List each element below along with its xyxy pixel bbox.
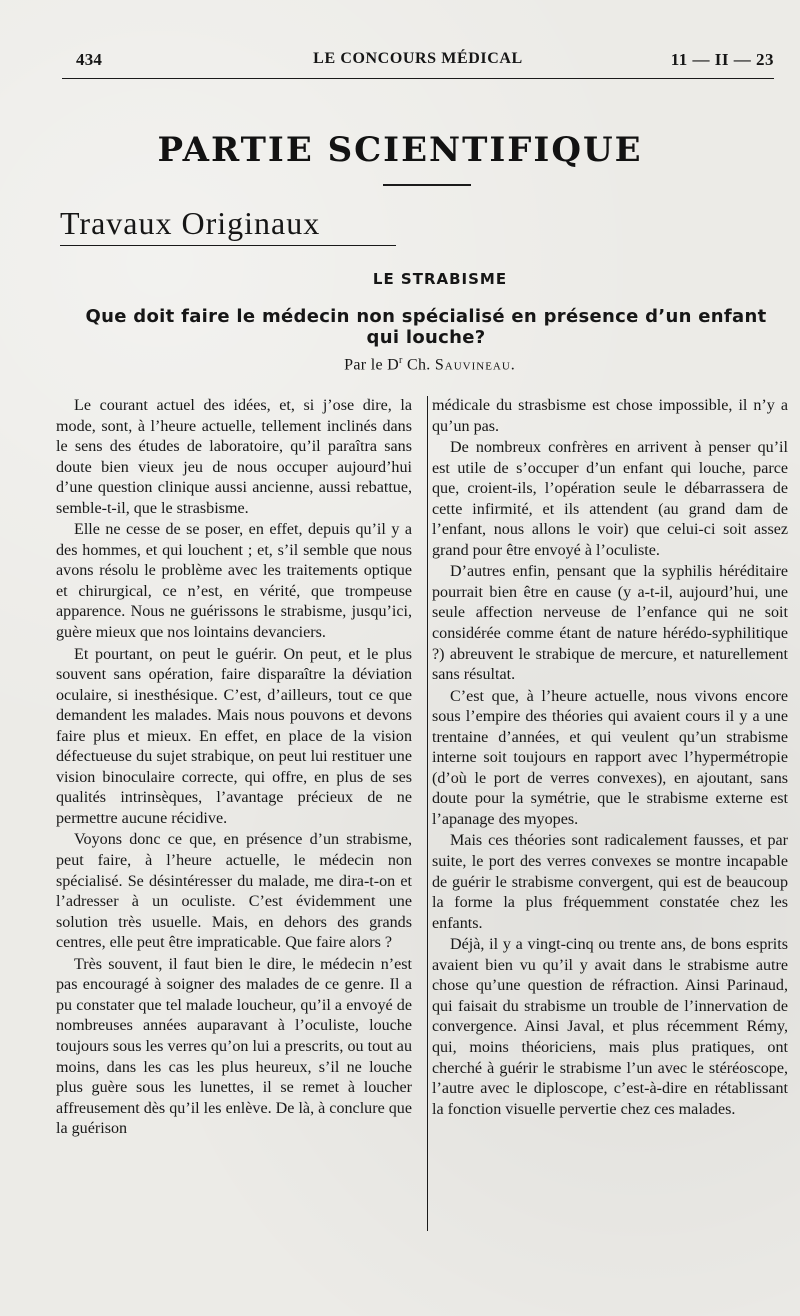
paragraph-left-4: Voyons donc ce que, en présence d’un strabisme, peut faire, à l’heure actuelle, le médecin non spécialisé. Se désintéresser du malade, me dira-t-on et l’adresser à un oculiste. C’est évidemment une solution très usuelle. Mais, en dehors des grands centres, elle peut être impraticable. Que faire alors ? [56, 831, 412, 952]
article-kicker: LE STRABISME [372, 270, 508, 288]
byline-prefix: Par le D [344, 356, 400, 374]
author-initial: Ch. [406, 356, 431, 374]
paragraph-left-3: Et pourtant, on peut le guérir. On peut, et le plus souvent sans opération, faire disparaître la déviation oculaire, si inesthésique. C’est, d’ailleurs, tout ce que demandent les malades. Mais nous pouvons et devons faire plus et mieux. En effet, en place de la vision défectueuse du sujet strabique, on peut lui restituer une vision binoculaire correcte, qui offre, en plus de ses qualités intrinsèques, l’avantage précieux de ne permettre aucune récidive. [56, 645, 412, 827]
page-number: 434 [76, 50, 103, 69]
paragraph-right-6: Déjà, il y a vingt-cinq ou trente ans, de bons esprits avaient bien vu qu’il y avait dans le strabisme autre chose qu’une question de réfraction. Ainsi Parinaud, qui faisait du strabisme un trouble de l’innervation de convergence. Ainsi Javal, et plus récemment Rémy, qui, moins théoriciens, mais plus pratiques, ont cherché à guérir le strabisme l’un avec le stéréoscope, l’autre avec le diploscope, c’est-à-dire en rétablissant la fonction visuelle pervertie chez ces malades. [432, 936, 788, 1118]
byline-doctor-suffix: r [399, 355, 403, 366]
issue-date: 11 — II — 23 [670, 50, 774, 69]
author-byline [300, 355, 560, 374]
paragraph-right-3: D’autres enfin, pensant que la syphilis héréditaire pourrait bien être en cause (y a-t-il, aujourd’hui, une seule affection nerveuse de l’enfance qui ne soit considérée comme étant de nature hérédo-syphilitique ?) abreuvent le strabique de mercure, et naturellement sans résultat. [432, 563, 788, 684]
section-title: PARTIE SCIENTIFIQUE [157, 130, 643, 170]
article-body [56, 396, 788, 1246]
author-surname: Sauvineau. [434, 356, 516, 374]
left-text-column [56, 396, 412, 1246]
paragraph-left-2: Elle ne cesse de se poser, en effet, depuis qu’il y a des hommes, et qui louchent ; et, s’il semble que nous avons résolu le problème avec les traitements optique et chirurgical, ce n’est, en vérité, que trompeuse apparence. Nous ne guérissons le strabisme, jusqu’ici, guère mieux que nos lointains devanciers. [56, 521, 412, 642]
running-header [62, 48, 774, 79]
paragraph-right-5: Mais ces théories sont radicalement fausses, et par suite, le port des verres convexes se montre incapable de guérir le strabisme convergent, qui est de beaucoup la forme la plus fréquemment constatée chez les enfants. [432, 832, 788, 932]
paragraph-right-4: C’est que, à l’heure actuelle, nous vivons encore sous l’empire des théories qui avaient cours il y a une trentaine d’années, et qui veulent qu’un strabisme interne soit toujours en rapport avec l’hypermétropie (d’où le port de verres convexes), en ajoutant, sans doute pour la symétrie, que le strabisme externe est l’apanage des myopes. [432, 687, 788, 828]
paragraph-left-1: Le courant actuel des idées, et, si j’ose dire, la mode, sont, à l’heure actuelle, tellement inclinés dans le sens des études de laboratoire, qu’il paraîtra sans doute bien vieux jeu de nous occuper aujourd’hui d’une question clinique aussi ancienne, aussi rebattue, semble-t-il, que le strasbisme. [56, 397, 412, 517]
journal-name: LE CONCOURS MÉDICAL [313, 50, 523, 67]
paragraph-left-5: Très souvent, il faut bien le dire, le médecin n’est pas encouragé à soigner des malades de ce genre. Il a pu constater que tel malade loucheur, qu’il a envoyé de nombreuses années auparavant à l’oculiste, louche toujours sous les verres qu’on lui a prescrits, ou tout au moins, dans les cas les plus heureux, s’il ne louche plus guère sous les lunettes, il se remet à loucher affreusement dès qu’il les enlève. De là, à conclure que la guérison [56, 955, 412, 1138]
column-divider [427, 396, 428, 1231]
paragraph-right-1: médicale du strasbisme est chose impossible, il n’y a qu’un pas. [432, 397, 788, 435]
article-title: Que doit faire le médecin non spécialisé en présence d’un enfant qui louche? [85, 306, 767, 348]
section-rule [383, 184, 471, 186]
paragraph-right-2: De nombreux confrères en arrivent à penser qu’il est utile de s’occuper d’un enfant qui louche, parce que, croient-ils, l’opération seule le débarrassera de cette infirmité, et ils attendent (au grand dam de l’enfant, nous allons le voir) que celui-ci soit assez grand pour être envoyé à l’oculiste. [432, 439, 788, 559]
right-text-column [432, 396, 788, 1246]
rubric-title: Travaux Originaux [60, 205, 396, 246]
